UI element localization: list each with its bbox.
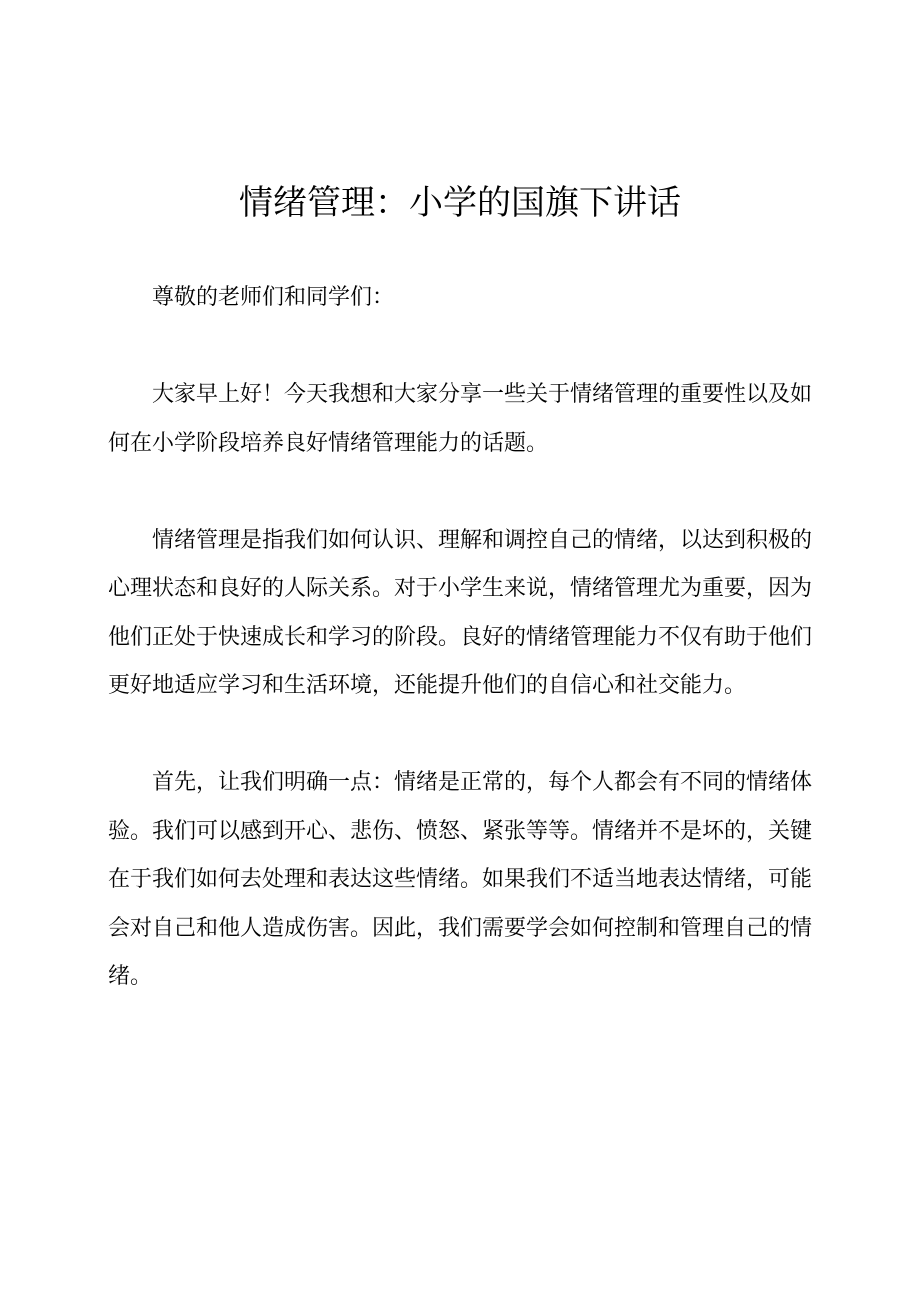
document-body bbox=[108, 274, 812, 1050]
body-paragraph-1: 大家早上好！今天我想和大家分享一些关于情绪管理的重要性以及如何在小学阶段培养良好情绪管理能力的话题。 bbox=[108, 382, 813, 456]
body-paragraph-2: 情绪管理是指我们如何认识、理解和调控自己的情绪，以达到积极的心理状态和良好的人际关系。对于小学生来说，情绪管理尤为重要，因为他们正处于快速成长和学习的阶段。良好的情绪管理能力不仅有助于他们更好地适应学习和生活环境，还能提升他们的自信心和社交能力。 bbox=[108, 527, 813, 698]
greeting-paragraph: 尊敬的老师们和同学们： bbox=[152, 285, 395, 310]
body-paragraph-3: 首先，让我们明确一点：情绪是正常的，每个人都会有不同的情绪体验。我们可以感到开心、悲伤、愤怒、紧张等等。情绪并不是坏的，关键在于我们如何去处理和表达这些情绪。如果我们不适当地表达情绪，可能会对自己和他人造成伤害。因此，我们需要学会如何控制和管理自己的情绪。 bbox=[108, 770, 813, 989]
document-title: 情绪管理：小学的国旗下讲话 bbox=[239, 183, 681, 223]
